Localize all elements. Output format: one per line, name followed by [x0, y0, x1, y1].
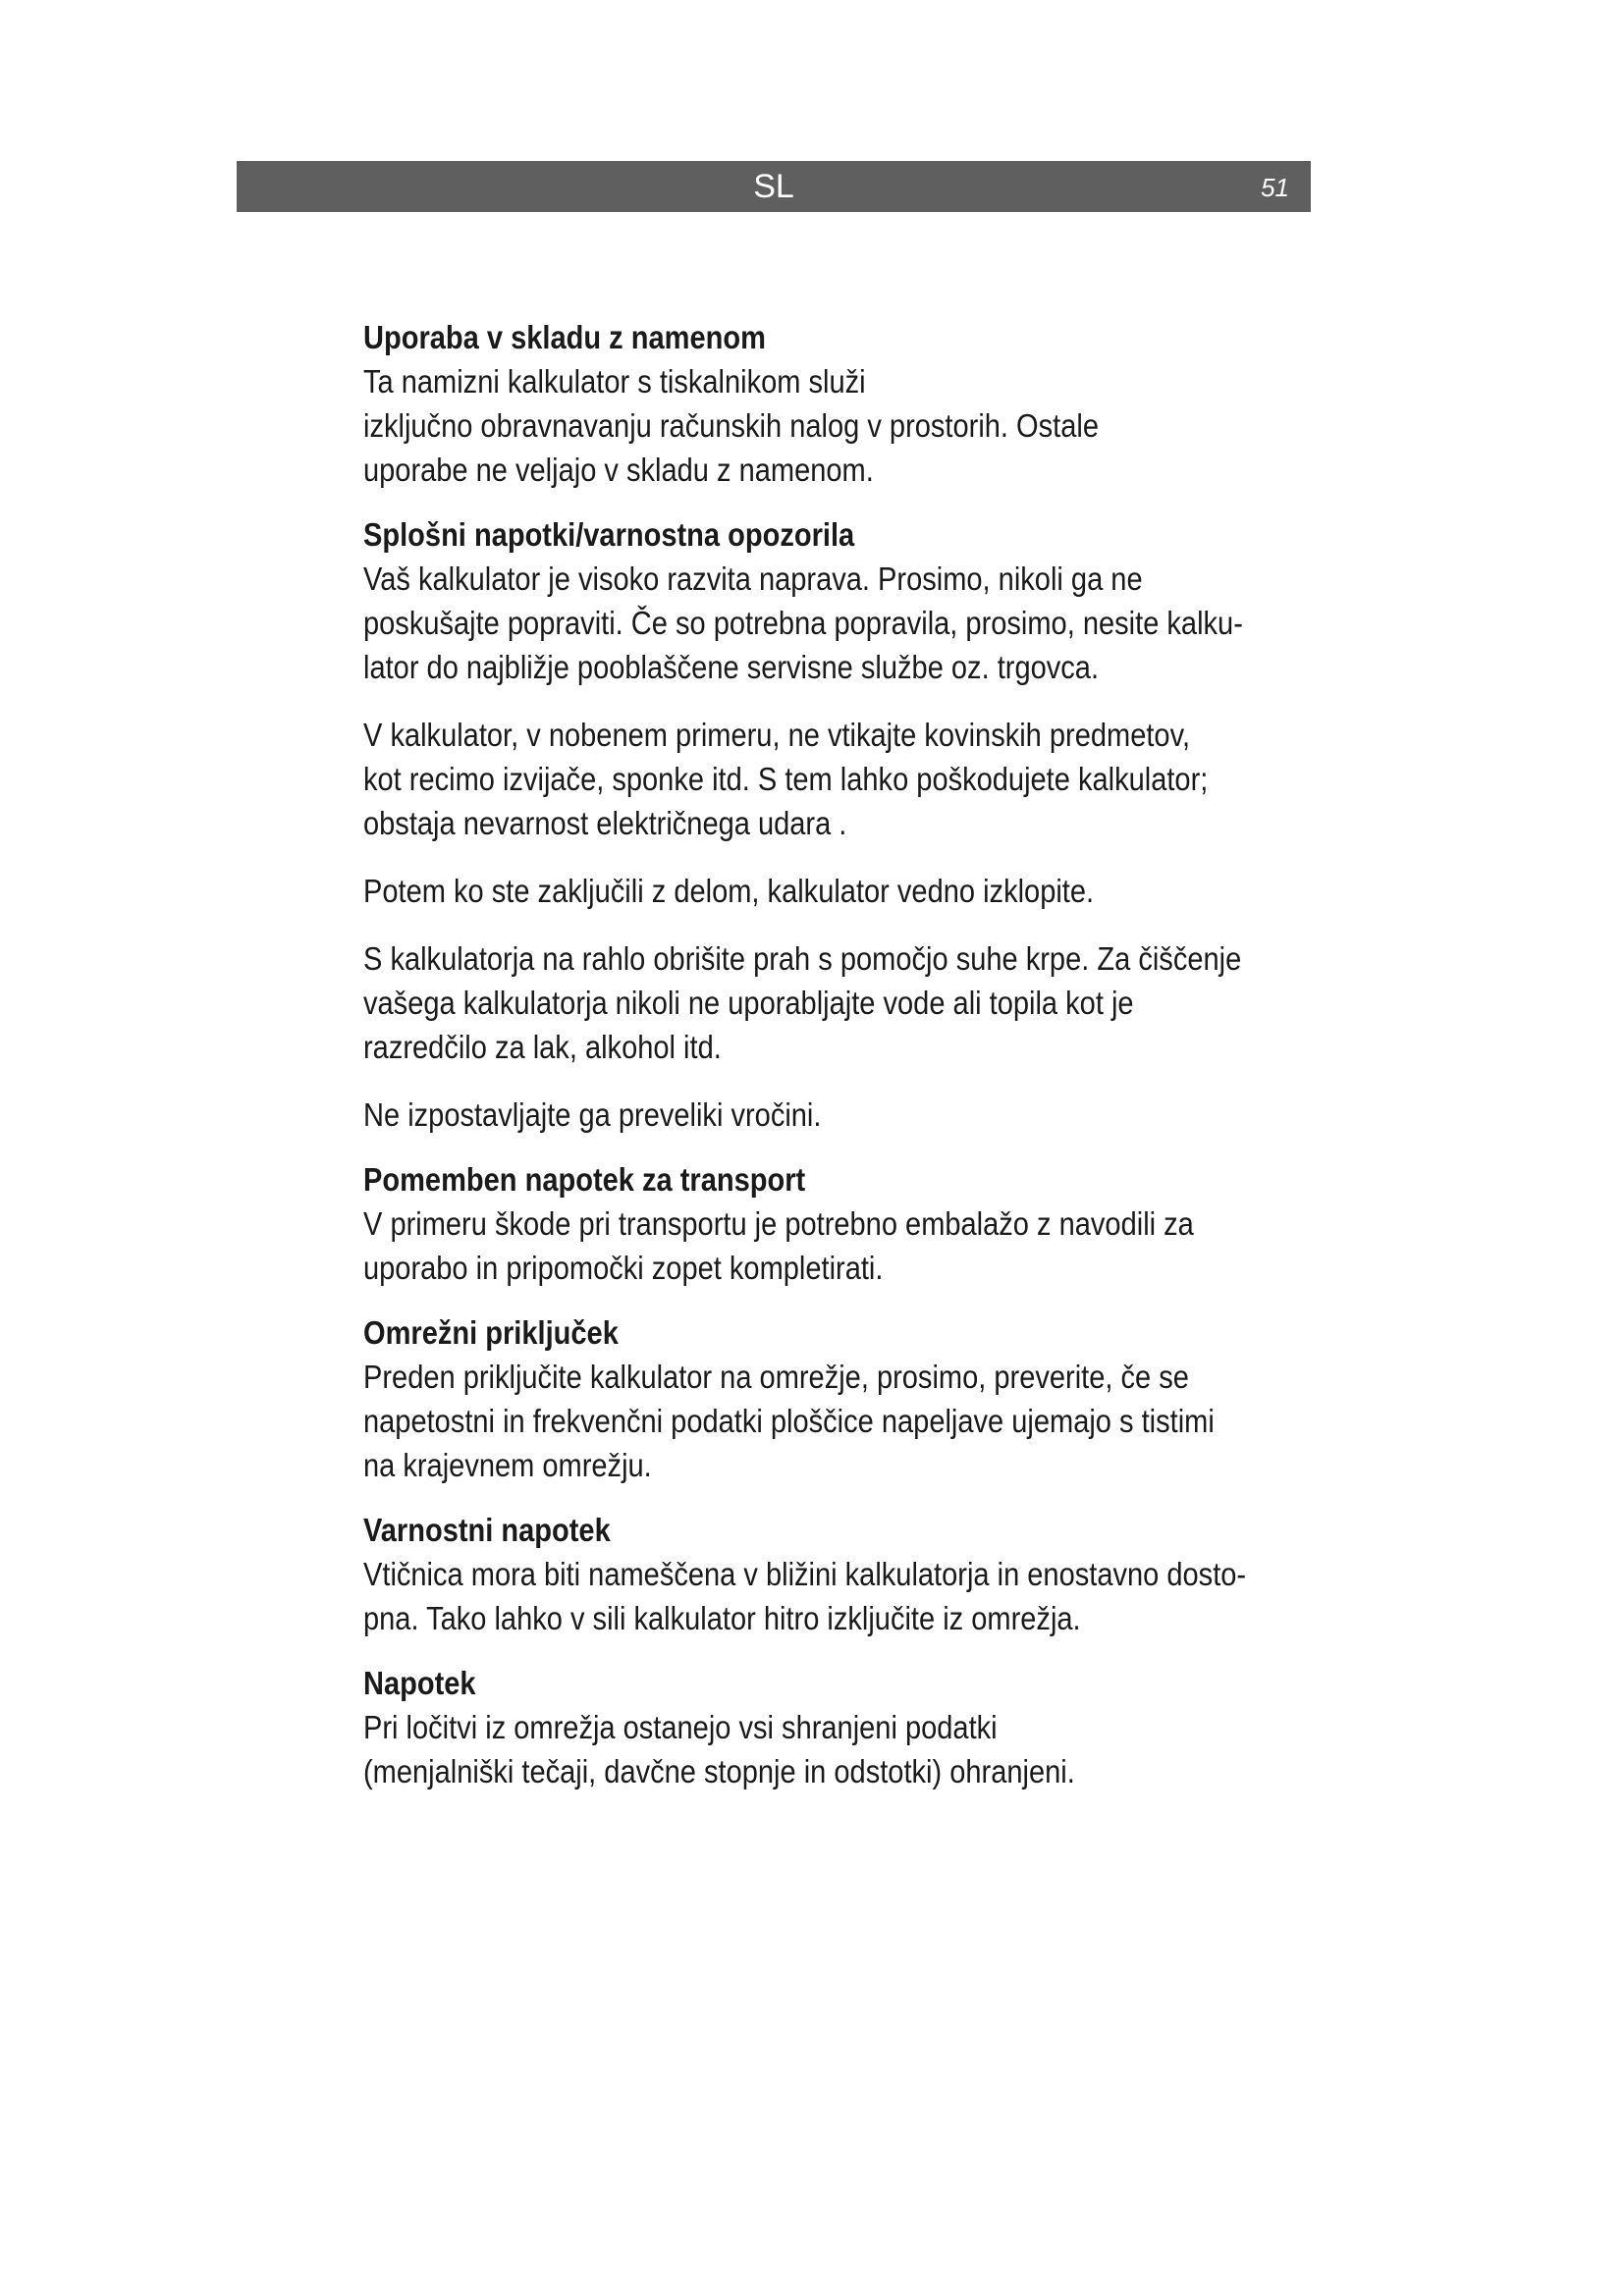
- page-header-bar: [237, 161, 1311, 212]
- text-line: Potem ko ste zaključili z delom, kalkulator vedno izklopite.: [363, 873, 1095, 909]
- paragraph: [363, 869, 1326, 913]
- document-body: [363, 316, 1326, 1793]
- text-line: Preden priključite kalkulator na omrežje, prosimo, preverite, če se: [363, 1359, 1189, 1395]
- paragraph: [363, 1355, 1326, 1487]
- language-code: SL: [753, 168, 794, 205]
- section-safety-note: [363, 1509, 1326, 1640]
- page-number: 51: [1261, 173, 1289, 202]
- text-line: lator do najbližje pooblaščene servisne službe oz. trgovca.: [363, 649, 1100, 685]
- section-heading: Uporaba v skladu z namenom: [363, 319, 766, 355]
- paragraph: [363, 1552, 1326, 1640]
- text-line: Vtičnica mora biti nameščena v bližini kalkulatorja in enostavno dosto-: [363, 1556, 1247, 1592]
- section-heading: Splošni napotki/varnostna opozorila: [363, 516, 855, 553]
- text-line: obstaja nevarnost električnega udara .: [363, 805, 847, 841]
- text-line: izključno obravnavanju računskih nalog v prostorih. Ostale: [363, 407, 1099, 444]
- paragraph: [363, 936, 1326, 1069]
- text-line: uporabe ne veljajo v skladu z namenom.: [363, 452, 874, 488]
- text-line: poskušajte popraviti. Če so potrebna popravila, prosimo, nesite kalku-: [363, 605, 1243, 641]
- paragraph: [363, 359, 1326, 492]
- text-line: (menjalniški tečaji, davčne stopnje in odstotki) ohranjeni.: [363, 1753, 1075, 1789]
- section-safety-notes: [363, 513, 1326, 1137]
- section-mains-connection: [363, 1311, 1326, 1487]
- text-line: Pri ločitvi iz omrežja ostanejo vsi shranjeni podatki: [363, 1709, 998, 1745]
- text-line: V primeru škode pri transportu je potrebno embalažo z navodili za: [363, 1205, 1194, 1242]
- text-line: V kalkulator, v nobenem primeru, ne vtikajte kovinskih predmetov,: [363, 717, 1191, 753]
- section-intended-use: [363, 316, 1326, 492]
- text-line: pna. Tako lahko v sili kalkulator hitro izključite iz omrežja.: [363, 1600, 1081, 1636]
- paragraph: [363, 1093, 1326, 1137]
- section-heading: Napotek: [363, 1665, 476, 1701]
- section-heading: Pomemben napotek za transport: [363, 1161, 806, 1198]
- paragraph: [363, 1705, 1326, 1793]
- text-line: Ne izpostavljajte ga preveliki vročini.: [363, 1096, 822, 1133]
- text-line: Vaš kalkulator je visoko razvita naprava. Prosimo, nikoli ga ne: [363, 561, 1143, 597]
- text-line: napetostni in frekvenčni podatki ploščice napeljave ujemajo s tistimi: [363, 1403, 1215, 1439]
- paragraph: [363, 713, 1326, 845]
- section-note: [363, 1662, 1326, 1793]
- section-transport-note: [363, 1158, 1326, 1290]
- paragraph: [363, 1201, 1326, 1290]
- text-line: kot recimo izvijače, sponke itd. S tem lahko poškodujete kalkulator;: [363, 761, 1209, 797]
- text-line: S kalkulatorja na rahlo obrišite prah s pomočjo suhe krpe. Za čiščenje: [363, 940, 1242, 977]
- section-heading: Varnostni napotek: [363, 1512, 611, 1548]
- paragraph: [363, 557, 1326, 689]
- text-line: vašega kalkulatorja nikoli ne uporabljajte vode ali topila kot je: [363, 985, 1134, 1021]
- section-heading: Omrežni priključek: [363, 1314, 619, 1351]
- text-line: uporabo in pripomočki zopet kompletirati.: [363, 1250, 884, 1286]
- text-line: razredčilo za lak, alkohol itd.: [363, 1029, 722, 1065]
- text-line: Ta namizni kalkulator s tiskalnikom služi: [363, 363, 866, 400]
- text-line: na krajevnem omrežju.: [363, 1447, 652, 1483]
